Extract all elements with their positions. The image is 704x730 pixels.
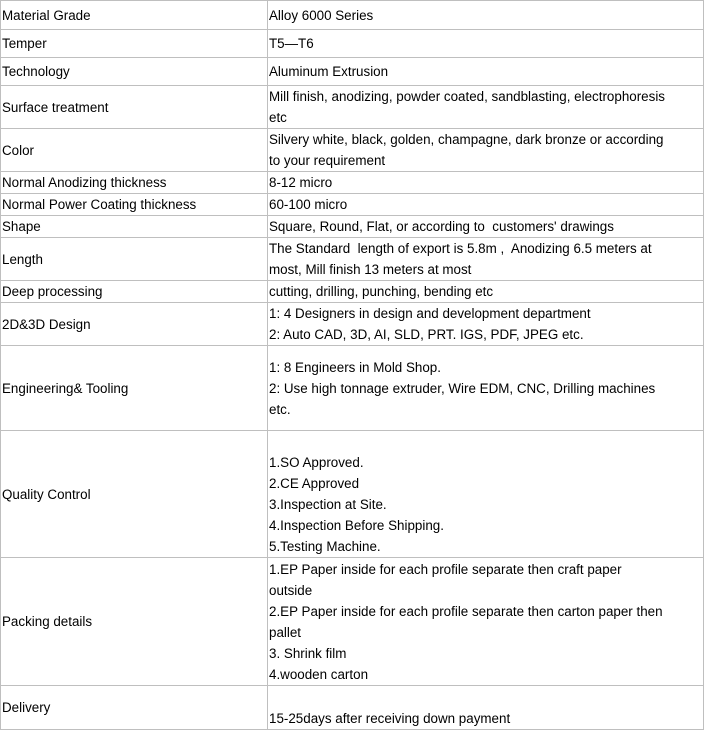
row-label: Color	[1, 129, 268, 172]
row-value	[268, 238, 704, 281]
table-row	[1, 431, 704, 558]
value-line: 2.EP Paper inside for each profile separate then carton paper then	[269, 603, 663, 619]
row-value	[268, 1, 704, 30]
row-value	[268, 431, 704, 558]
value-line: 1.SO Approved.	[269, 455, 364, 470]
row-label: Temper	[1, 30, 268, 58]
row-value	[268, 686, 704, 730]
table-row	[1, 1, 704, 30]
row-label: Shape	[1, 216, 268, 238]
row-label: Technology	[1, 58, 268, 86]
value-line: cutting, drilling, punching, bending etc	[269, 284, 494, 299]
value-line: The Standard length of export is 5.8m , Anodizing 6.5 meters at	[269, 241, 652, 256]
row-value	[268, 58, 704, 86]
value-line: 3.Inspection at Site.	[269, 497, 387, 512]
row-value	[268, 129, 704, 172]
row-label: Length	[1, 238, 268, 281]
table-row	[1, 86, 704, 129]
row-value	[268, 303, 704, 346]
table-row	[1, 194, 704, 216]
value-line: 15-25days after receiving down payment	[269, 711, 511, 726]
table-row	[1, 303, 704, 346]
value-line: 1.EP Paper inside for each profile separate then craft paper	[269, 561, 622, 577]
row-value	[268, 172, 704, 194]
table-row	[1, 216, 704, 238]
value-line: Alloy 6000 Series	[269, 7, 374, 23]
row-label: 2D&3D Design	[1, 303, 268, 346]
value-line: 60-100 micro	[269, 197, 348, 212]
table-row	[1, 346, 704, 431]
row-value	[268, 281, 704, 303]
value-line: pallet	[269, 624, 302, 640]
table-row	[1, 172, 704, 194]
table-row	[1, 30, 704, 58]
table-row	[1, 558, 704, 686]
row-label: Packing details	[1, 558, 268, 686]
row-label: Delivery	[1, 686, 268, 730]
value-line: 2: Use high tonnage extruder, Wire EDM, CNC, Drilling machines	[269, 380, 656, 396]
value-line: 5.Testing Machine.	[269, 539, 381, 554]
value-line: 2: Auto CAD, 3D, AI, SLD, PRT. IGS, PDF, JPEG etc.	[269, 327, 584, 342]
row-value	[268, 558, 704, 686]
row-label: Normal Power Coating thickness	[1, 194, 268, 216]
row-value	[268, 86, 704, 129]
value-line: 8-12 micro	[269, 175, 333, 190]
table-row	[1, 281, 704, 303]
row-label: Surface treatment	[1, 86, 268, 129]
value-line: 4.Inspection Before Shipping.	[269, 518, 444, 533]
value-line: most, Mill finish 13 meters at most	[269, 262, 472, 277]
table-row	[1, 58, 704, 86]
value-line: etc	[269, 110, 287, 125]
value-line: 2.CE Approved	[269, 476, 360, 491]
value-line: Aluminum Extrusion	[269, 64, 389, 79]
row-value	[268, 30, 704, 58]
specification-table-body	[1, 1, 704, 730]
table-row	[1, 686, 704, 730]
value-line: to your requirement	[269, 153, 386, 168]
value-line: outside	[269, 582, 313, 598]
row-value	[268, 194, 704, 216]
value-line: 1: 4 Designers in design and development department	[269, 306, 591, 321]
row-label: Normal Anodizing thickness	[1, 172, 268, 194]
row-label: Quality Control	[1, 431, 268, 558]
value-line: 1: 8 Engineers in Mold Shop.	[269, 359, 441, 375]
row-label: Deep processing	[1, 281, 268, 303]
value-line: Mill finish, anodizing, powder coated, sandblasting, electrophoresis	[269, 89, 665, 104]
value-line: 4.wooden carton	[269, 666, 369, 682]
row-label: Material Grade	[1, 1, 268, 30]
row-label: Engineering& Tooling	[1, 346, 268, 431]
table-row	[1, 129, 704, 172]
row-value	[268, 216, 704, 238]
value-line: T5—T6	[269, 36, 314, 51]
value-line: Silvery white, black, golden, champagne, dark bronze or according	[269, 132, 664, 147]
table-row	[1, 238, 704, 281]
value-line: etc.	[269, 401, 291, 417]
value-line: Square, Round, Flat, or according to customers' drawings	[269, 219, 614, 234]
row-value	[268, 346, 704, 431]
value-line: 3. Shrink film	[269, 645, 347, 661]
